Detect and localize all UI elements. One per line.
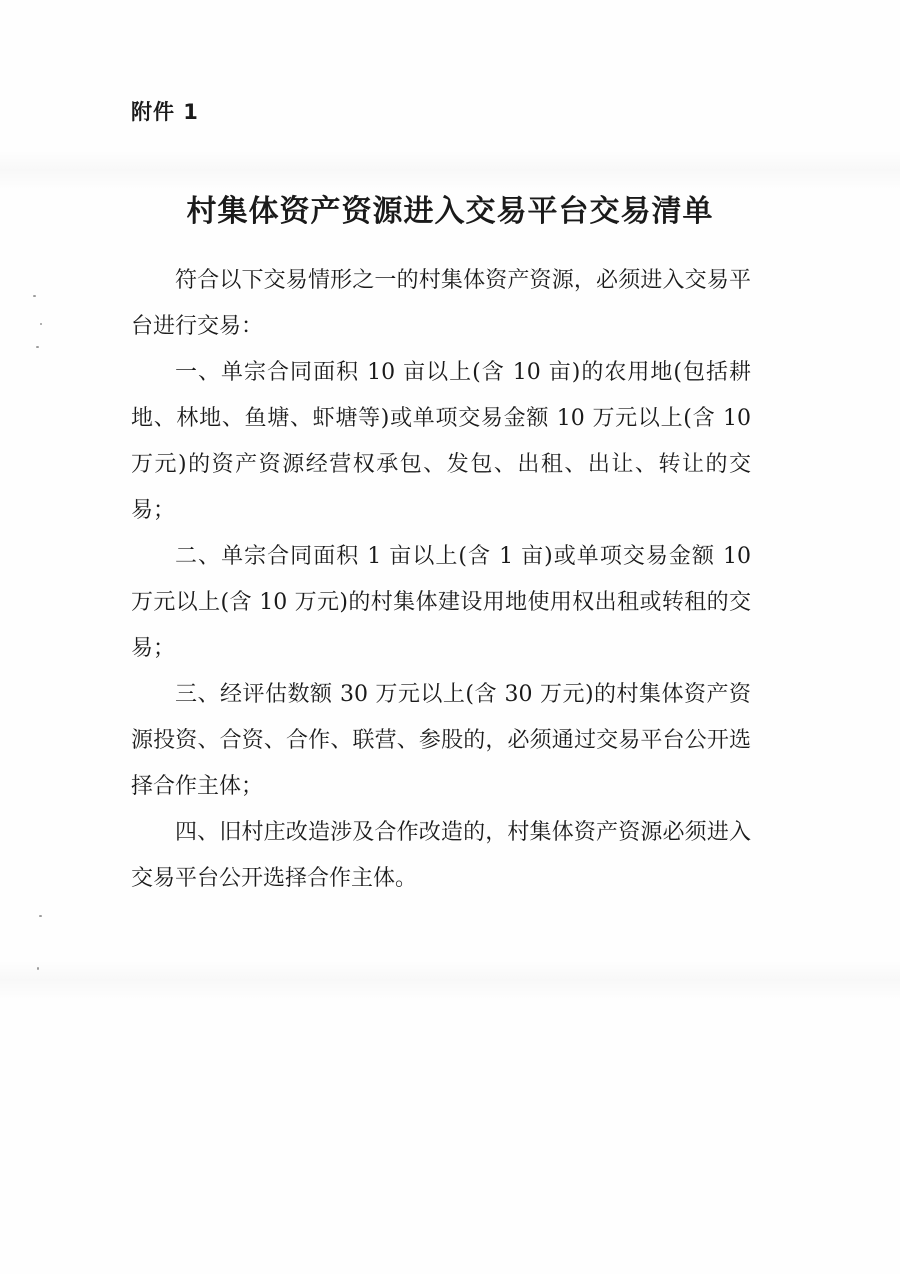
scan-speck xyxy=(33,295,36,297)
list-item-4: 四、旧村庄改造涉及合作改造的，村集体资产资源必须进入交易平台公开选择合作主体。 xyxy=(131,820,751,891)
intro-paragraph: 符合以下交易情形之一的村集体资产资源，必须进入交易平台进行交易： xyxy=(131,268,751,339)
scan-speck xyxy=(37,967,39,970)
list-item-2: 二、单宗合同面积 1 亩以上(含 1 亩)或单项交易金额 10 万元以上(含 10 万元)的村集体建设用地使用权出租或转租的交易； xyxy=(131,544,751,661)
scan-shade xyxy=(0,960,900,1000)
list-item-1: 一、单宗合同面积 10 亩以上(含 10 亩)的农用地(包括耕地、林地、鱼塘、虾塘等)或单项交易金额 10 万元以上(含 10 万元)的资产资源经营权承包、发包、出租、出让、转让的交易； xyxy=(131,360,751,523)
attachment-label: 附件 1 xyxy=(131,100,199,124)
scan-speck xyxy=(39,915,42,917)
list-item-3: 三、经评估数额 30 万元以上(含 30 万元)的村集体资产资源投资、合资、合作、联营、参股的，必须通过交易平台公开选择合作主体； xyxy=(131,682,751,799)
scan-speck xyxy=(40,323,42,325)
document-title: 村集体资产资源进入交易平台交易清单 xyxy=(186,194,714,229)
scan-shade xyxy=(0,150,900,190)
scan-speck xyxy=(36,346,39,348)
document-body xyxy=(131,258,751,902)
